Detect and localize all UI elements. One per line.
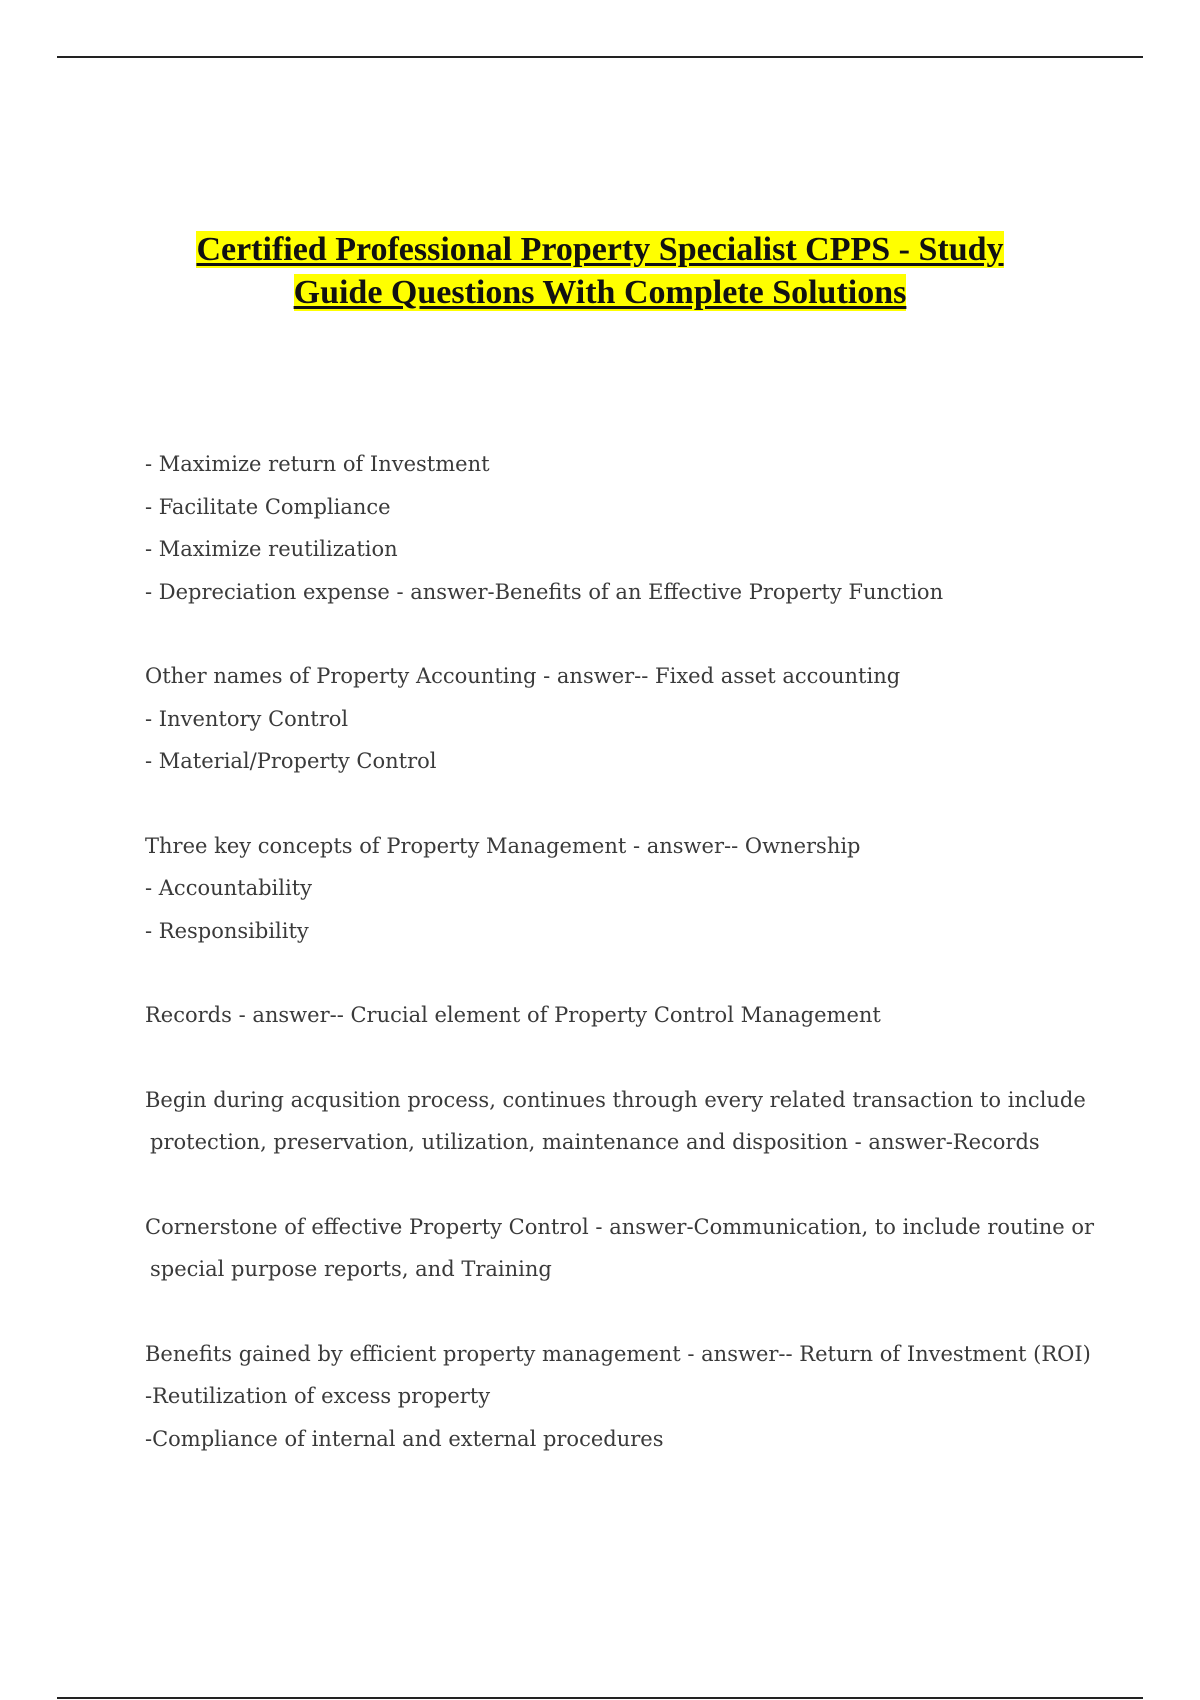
qa-block [145, 443, 1105, 613]
qa-block [145, 1206, 1105, 1291]
block-spacer [145, 1164, 1105, 1206]
qa-block [145, 994, 1105, 1037]
text-line: - Responsibility [145, 918, 309, 943]
text-line: Cornerstone of effective Property Control - answer-Communication, to include routine or [145, 1214, 1095, 1239]
text-line: protection, preservation, utilization, maintenance and disposition - answer-Records [150, 1130, 1040, 1154]
qa-block [145, 655, 1105, 783]
block-spacer [145, 613, 1105, 655]
text-line: - Depreciation expense - answer-Benefits of an Effective Property Function [145, 579, 944, 604]
qa-block [145, 1333, 1105, 1461]
qa-block [145, 1079, 1105, 1164]
text-line: - Accountability [145, 876, 313, 900]
title-line-1: Certified Professional Property Specialist CPPS - Study [196, 231, 1004, 268]
text-line: - Facilitate Compliance [145, 494, 391, 519]
text-line: special purpose reports, and Training [150, 1257, 552, 1281]
block-spacer [145, 952, 1105, 994]
text-line: Records - answer-- Crucial element of Property Control Management [145, 1003, 881, 1027]
text-line: - Material/Property Control [145, 749, 437, 773]
text-line: -Compliance of internal and external procedures [145, 1426, 664, 1451]
text-line: - Inventory Control [145, 706, 349, 731]
block-spacer [145, 1291, 1105, 1333]
text-line: Three key concepts of Property Management - answer-- Ownership [145, 833, 861, 858]
block-spacer [145, 783, 1105, 825]
text-line: - Maximize return of Investment [145, 452, 490, 476]
block-spacer [145, 1037, 1105, 1079]
text-line: Benefits gained by efficient property management - answer-- Return of Investment (ROI) [145, 1341, 1091, 1366]
top-rule [57, 56, 1143, 58]
document-body [145, 443, 1105, 1460]
text-line: Begin during acqusition process, continues through every related transaction to include [145, 1087, 1086, 1112]
document-title [150, 228, 1050, 314]
qa-block [145, 825, 1105, 953]
text-line: -Reutilization of excess property [145, 1384, 491, 1408]
text-line: Other names of Property Accounting - answer-- Fixed asset accounting [145, 664, 901, 688]
text-line: - Maximize reutilization [145, 537, 398, 561]
title-line-2: Guide Questions With Complete Solutions [293, 274, 907, 311]
bottom-rule [57, 1697, 1143, 1699]
